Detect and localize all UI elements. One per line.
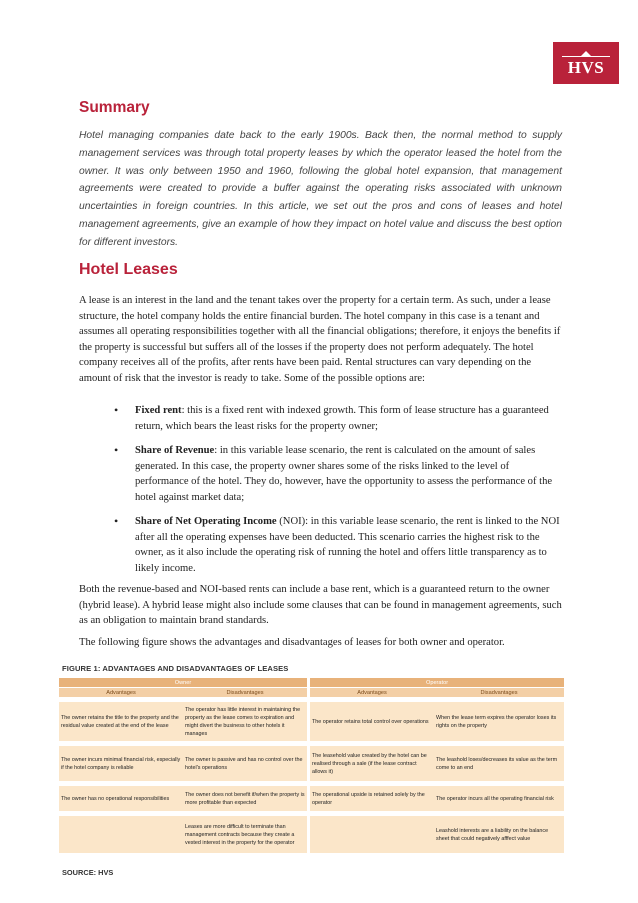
table-cell: The owner does not benefit if/when the property is more profitable than expected — [183, 781, 307, 811]
table-row — [59, 781, 564, 811]
table-cell: The operator incurs all the operating financial risk — [434, 781, 564, 811]
hvs-logo — [553, 42, 619, 84]
table-row — [59, 697, 564, 741]
table-cell: The leashold loses/decreases its value as the term come to an end — [434, 741, 564, 781]
figure-title: FIGURE 1: ADVANTAGES AND DISADVANTAGES OF LEASES — [62, 664, 289, 673]
table-cell: The owner has no operational responsibilities — [59, 781, 183, 811]
group-header-operator: Operator — [310, 678, 564, 687]
table-cell: When the lease term expires the operator loses its rights on the property — [434, 697, 564, 741]
rent-options-list — [114, 403, 564, 585]
table-cell: Leases are more difficult to terminate than management contracts because they create a vested interest in the property for the operator — [183, 811, 307, 853]
table-cell: The operator has little interest in maintaining the property as the lease comes to expiration and might divert the business to other hotels it manages — [183, 697, 307, 741]
table-cell: The owner retains the title to the property and the residual value created at the end of the lease — [59, 697, 183, 741]
summary-paragraph: Hotel managing companies date back to the early 1900s. Back then, the normal method to supply management services was through total property leases by which the operator leased the hotel from the owner. It was only between 1950 and 1960, following the global hotel expansion, that management agreements were created to provide a buffer against the operating risks associated with unknown uncertainties in foreign countries. In this article, we set out the pros and cons of leases and hotel management agreements, give an example of how they impact on hotel value and discuss the best option for different investors. — [79, 130, 562, 248]
bullet-text: : in this variable lease scenario, the rent is calculated on the amount of sales generated. In this case, the property owner shares some of the risks linked to the level of performance of the hotel. They do, however, have the opportunity to assess the performance of the hotel against market data; — [135, 445, 553, 503]
bullet-term: Share of Net Operating Income — [135, 516, 277, 527]
bullet-term: Share of Revenue — [135, 445, 215, 456]
bullet-text: : this is a fixed rent with indexed growth. This form of lease structure has a guaranteed return, which bears the least risks for the property owner; — [135, 405, 549, 432]
table-cell: The owner incurs minimal financial risk, especially if the hotel company is reliable — [59, 741, 183, 781]
list-item — [114, 514, 564, 576]
logo-roof-icon — [562, 51, 610, 57]
bullet-text: (NOI): in this variable lease scenario, the rent is linked to the NOI after all the operating expenses have been deducted. This scenario carries the highest risk to the owner, as it also include the operating risk of running the hotel and offers little transparency as to likely income. — [135, 516, 560, 574]
column-header: Advantages — [59, 687, 183, 697]
column-header: Advantages — [310, 687, 434, 697]
leases-intro: A lease is an interest in the land and the tenant takes over the property for a certain term. As such, under a lease structure, the hotel company holds the entire financial burden. The hotel company in this case is a tenant and assumes all operating responsibilities together with all the financial obligations; therefore, it enjoys the benefits if the property is successful but suffers all of the losses if the property does not perform adequately. The hotel company receives all of the profits, after rents have been paid. Rental structures can vary depending on the amount of risk that the investor is ready to take. Some of the possible options are: — [79, 295, 561, 384]
column-header: Disadvantages — [183, 687, 307, 697]
figure-intro-paragraph: The following figure shows the advantages and disadvantages of leases for both owner and operator. — [79, 637, 505, 648]
list-item — [114, 403, 564, 434]
hybrid-lease-paragraph: Both the revenue-based and NOI-based rents can include a base rent, which is a guaranteed return to the owner (hybrid lease). A hybrid lease might also include some clauses that can be found in management agreements, such as an obligation to maintain brand standards. — [79, 584, 562, 626]
column-header: Disadvantages — [434, 687, 564, 697]
group-header-owner: Owner — [59, 678, 307, 687]
hotel-leases-heading: Hotel Leases — [79, 261, 178, 278]
table-cell: The operational upside is retained solely by the operator — [310, 781, 434, 811]
bullet-term: Fixed rent — [135, 405, 182, 416]
table-cell: The operator retains total control over operations — [310, 697, 434, 741]
table-row — [59, 811, 564, 853]
figure-source: SOURCE: HVS — [62, 868, 114, 877]
table-row — [59, 741, 564, 781]
leases-table — [59, 678, 564, 853]
table-cell — [59, 811, 183, 853]
summary-heading: Summary — [79, 99, 150, 116]
logo-text: HVS — [567, 57, 605, 77]
table-cell: The owner is passive and has no control over the hotel's operations — [183, 741, 307, 781]
table-cell: The leasehold value created by the hotel can be realised through a sale (if the lease contract allows it) — [310, 741, 434, 781]
table-cell: Leashold interests are a liability on the balance sheet that could negatively afffect value — [434, 811, 564, 853]
list-item — [114, 443, 564, 505]
table-cell — [310, 811, 434, 853]
